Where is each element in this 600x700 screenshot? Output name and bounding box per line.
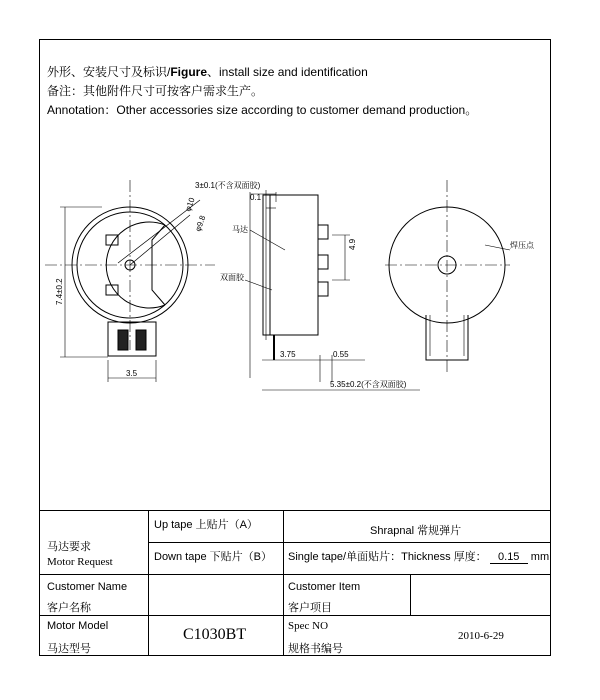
dim-phi10-label: φ10 <box>183 196 197 213</box>
customer-name-en: Customer Name <box>47 581 128 593</box>
table-col-2 <box>283 510 284 656</box>
header-line-3: Annotation：Other accessories size according to customer demand production。 <box>47 103 478 117</box>
solder-label: 焊压点 <box>510 241 534 250</box>
dim-375-label: 3.75 <box>280 350 296 359</box>
up-tape-label: Up tape 上贴片（A） <box>154 519 258 531</box>
dim-01-label: 0.1 <box>250 193 262 202</box>
spec-no-en: Spec NO <box>288 620 329 632</box>
thickness-value: 0.15 <box>490 551 528 564</box>
motor-model-en: Motor Model <box>47 620 109 632</box>
motor-label: 马达 <box>232 225 248 234</box>
dim-total-label: 5.35±0.2(不含双面胶) <box>330 380 407 389</box>
motor-request-cn: 马达要求 <box>47 541 91 553</box>
single-tape-label: Single tape/单面贴片：Thickness 厚度： <box>288 551 487 563</box>
header-line-1-en: 、install size and identification <box>207 65 368 79</box>
motor-model-value: C1030BT <box>183 626 247 643</box>
table-col-1 <box>148 510 149 656</box>
thickness-unit: mm <box>530 551 550 563</box>
header-line-1 <box>47 63 368 80</box>
date-value: 2010-6-29 <box>458 630 504 642</box>
technical-drawing <box>40 150 550 505</box>
dim-055-label: 0.55 <box>333 350 349 359</box>
shrapnal-label: Shrapnal 常规弹片 <box>370 525 462 537</box>
table-top-border <box>39 510 551 511</box>
header-line-2: 备注：其他附件尺寸可按客户需求生产。 <box>47 84 264 98</box>
dim-49-label: 4.9 <box>348 238 357 250</box>
side-view <box>245 190 420 390</box>
back-view <box>385 180 510 375</box>
motor-request-en: Motor Request <box>47 556 113 568</box>
down-tape-label: Down tape 下贴片（B） <box>154 551 272 563</box>
customer-item-cn: 客户项目 <box>288 602 332 614</box>
dim-35-label: 3.5 <box>126 369 138 378</box>
spec-no-cn: 规格书编号 <box>288 643 343 655</box>
table-mid-line-1 <box>148 542 551 543</box>
tape-label: 双面胶 <box>220 273 244 282</box>
customer-item-en: Customer Item <box>288 581 361 593</box>
dim-74-label: 7.4±0.2 <box>55 278 64 305</box>
header-line-1-cn: 外形、安装尺寸及标识/ <box>47 65 171 79</box>
dim-phi98-label: φ9.8 <box>193 214 208 233</box>
motor-model-cn: 马达型号 <box>47 643 91 655</box>
customer-name-cn: 客户名称 <box>47 602 91 614</box>
table-col-3 <box>410 574 411 615</box>
table-line-3 <box>39 615 551 616</box>
dim-top-label: 3±0.1(不含双面胶) <box>195 181 261 190</box>
header-figure-bold: Figure <box>170 65 208 79</box>
single-tape-row <box>288 548 549 564</box>
table-line-2 <box>39 574 551 575</box>
